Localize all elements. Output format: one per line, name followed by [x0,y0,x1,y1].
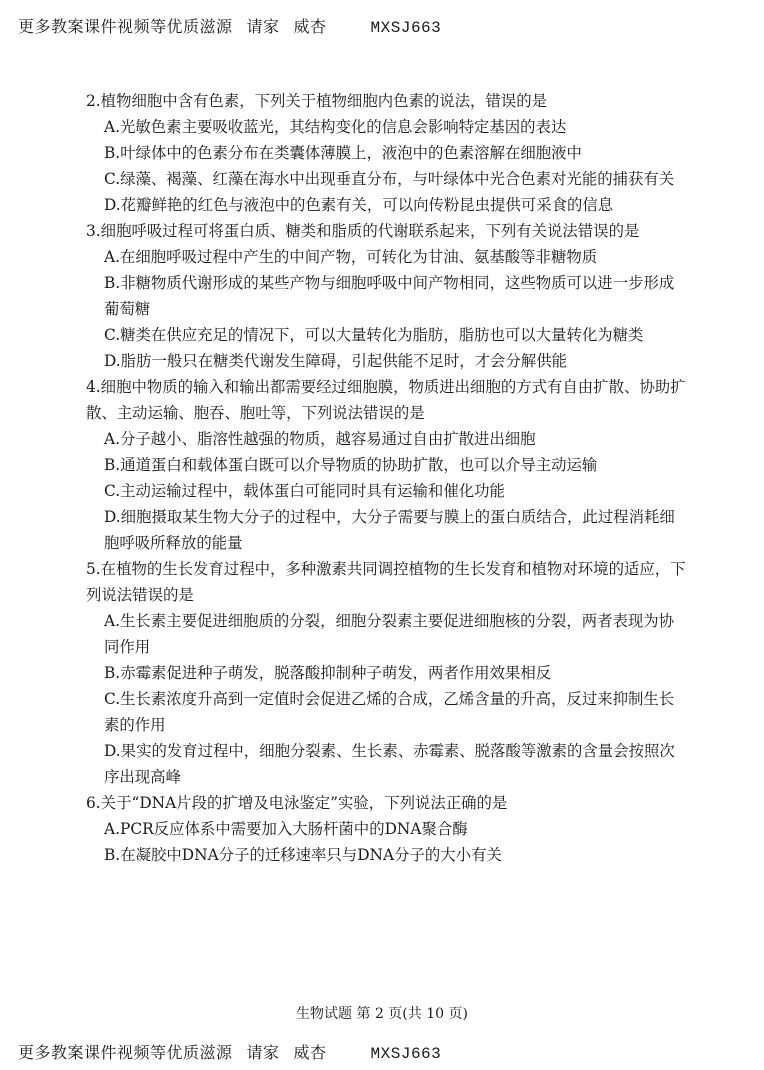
option-d: D.细胞摄取某生物大分子的过程中，大分子需要与膜上的蛋白质结合，此过程消耗细胞呼吸所释放的能量 [104,508,675,552]
option-c: C.生长素浓度升高到一定值时会促进乙烯的合成，乙烯含量的升高，反过来抑制生长素的作用 [104,690,675,734]
banner-text: 更多教案课件视频等优质滋源 [18,1043,233,1062]
option-a: A.分子越小、脂溶性越强的物质，越容易通过自由扩散进出细胞 [104,430,536,448]
question-stem: 2.植物细胞中含有色素，下列关于植物细胞内色素的说法，错误的是 [86,92,548,110]
option-d: D.果实的发育过程中，细胞分裂素、生长素、赤霉素、脱落酸等激素的含量会按照次序出现高峰 [104,742,675,786]
option-d: D.花瓣鲜艳的红色与液泡中的色素有关，可以向传粉昆虫提供可采食的信息 [104,196,614,214]
question-2 [86,88,686,218]
question-stem: 5.在植物的生长发育过程中，多种激素共同调控植物的生长发育和植物对环境的适应，下列说法错误的是 [86,560,686,604]
question-stem: 6.关于“DNA片段的扩增及电泳鉴定”实验，下列说法正确的是 [86,794,508,812]
option-d: D.脂肪一般只在糖类代谢发生障碍，引起供能不足时，才会分解供能 [104,352,568,370]
banner-text-2: 请家 [246,17,280,36]
option-a: A.光敏色素主要吸收蓝光，其结构变化的信息会影响特定基因的表达 [104,118,567,136]
option-b: B.赤霉素促进种子萌发，脱落酸抑制种子萌发，两者作用效果相反 [104,664,552,682]
question-5 [86,556,686,790]
option-a: A.PCR反应体系中需要加入大肠杆菌中的DNA聚合酶 [104,820,468,838]
question-list [86,88,686,868]
question-6 [86,790,686,868]
question-stem: 3.细胞呼吸过程可将蛋白质、糖类和脂质的代谢联系起来，下列有关说法错误的是 [86,222,640,240]
bottom-banner [18,1040,441,1063]
question-4 [86,374,686,556]
option-c: C.主动运输过程中，载体蛋白可能同时具有运输和催化功能 [104,482,505,500]
option-b: B.通道蛋白和载体蛋白既可以介导物质的协助扩散，也可以介导主动运输 [104,456,598,474]
banner-text-3: 威杏 [293,1043,327,1062]
option-a: A.在细胞呼吸过程中产生的中间产物，可转化为甘油、氨基酸等非糖物质 [104,248,598,266]
banner-text: 更多教案课件视频等优质滋源 [18,17,233,36]
question-3 [86,218,686,374]
banner-code: MXSJ663 [370,1045,442,1063]
option-b: B.叶绿体中的色素分布在类囊体薄膜上，液泡中的色素溶解在细胞液中 [104,144,582,162]
top-banner [18,14,441,37]
option-c: C.绿藻、褐藻、红藻在海水中出现垂直分布，与叶绿体中光合色素对光能的捕获有关 [104,170,675,188]
option-c: C.糖类在供应充足的情况下，可以大量转化为脂肪，脂肪也可以大量转化为糖类 [104,326,644,344]
banner-text-2: 请家 [246,1043,280,1062]
option-b: B.非糖物质代谢形成的某些产物与细胞呼吸中间产物相同，这些物质可以进一步形成葡萄糖 [104,274,675,318]
option-a: A.生长素主要促进细胞质的分裂，细胞分裂素主要促进细胞核的分裂，两者表现为协同作用 [104,612,675,656]
option-b: B.在凝胶中DNA分子的迁移速率只与DNA分子的大小有关 [104,846,502,864]
page-footer: 生物试题 第 2 页(共 10 页) [296,1006,468,1022]
banner-text-3: 威杏 [293,17,327,36]
banner-code: MXSJ663 [370,19,442,37]
question-stem: 4.细胞中物质的输入和输出都需要经过细胞膜，物质进出细胞的方式有自由扩散、协助扩散、主动运输、胞吞、胞吐等，下列说法错误的是 [86,378,686,422]
